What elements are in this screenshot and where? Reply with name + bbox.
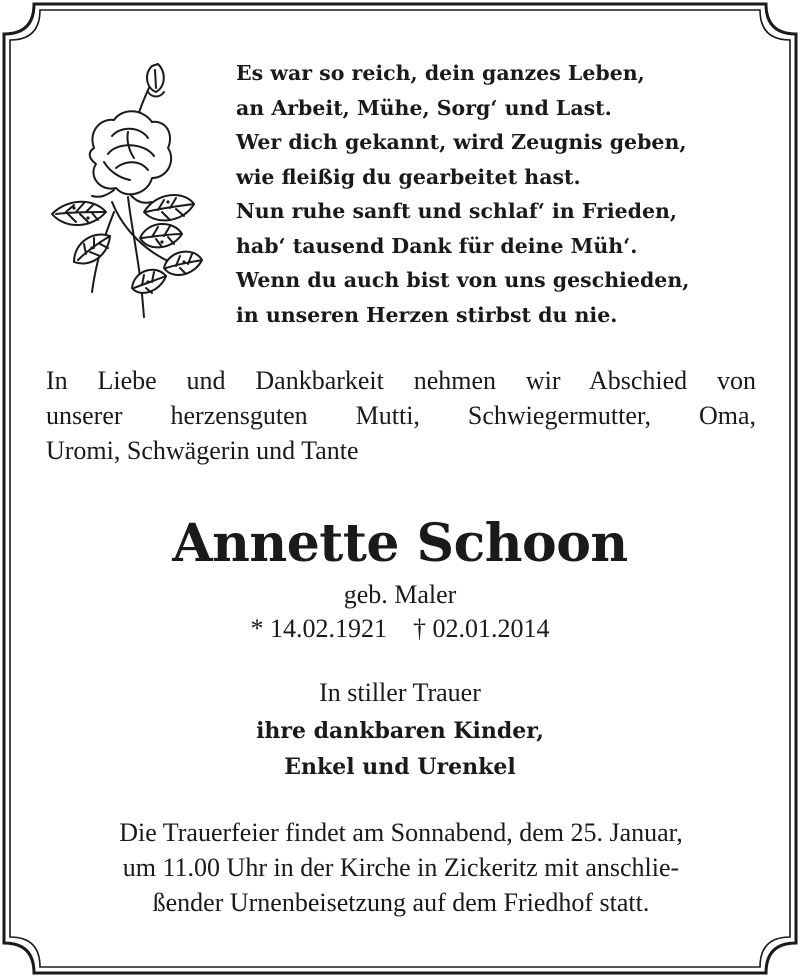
birth-date: * 14.02.1921: [250, 614, 387, 643]
poem-line: an Arbeit, Mühe, Sorg‘ und Last.: [236, 95, 612, 120]
poem-line: Wenn du auch bist von uns geschieden,: [236, 268, 690, 292]
intro-paragraph: [46, 363, 756, 468]
poem-line: wie fleißig du gearbeitet hast.: [236, 164, 581, 189]
funeral-info: [46, 815, 756, 920]
intro-line: unserer herzensguten Mutti, Schwiegermutter, Oma,: [46, 401, 756, 430]
mourners-line-2: Enkel und Urenkel: [284, 754, 516, 780]
poem-line: Wer dich gekannt, wird Zeugnis geben,: [236, 130, 687, 154]
deceased-name: Annette Schoon: [172, 513, 628, 574]
mourners-line-1: ihre dankbaren Kinder,: [256, 718, 544, 744]
poem-line: Es war so reich, dein ganzes Leben,: [236, 61, 645, 85]
poem-line: hab‘ tausend Dank für deine Müh‘.: [236, 233, 638, 258]
poem-line: in unseren Herzen stirbst du nie.: [236, 302, 618, 327]
rose-icon: [44, 62, 204, 324]
death-date: † 02.01.2014: [413, 614, 550, 643]
maiden-name: geb. Maler: [343, 580, 457, 609]
mourning-intro: In stiller Trauer: [319, 678, 481, 707]
life-dates: [0, 612, 800, 646]
intro-line: Uromi, Schwägerin und Tante: [46, 436, 359, 465]
funeral-line: Die Trauerfeier findet am Sonnabend, dem 25. Januar,: [119, 818, 683, 847]
intro-line: In Liebe und Dankbarkeit nehmen wir Abschied von: [46, 366, 756, 395]
poem-line: Nun ruhe sanft und schlaf‘ in Frieden,: [236, 199, 678, 223]
funeral-line: ßender Urnenbeisetzung auf dem Friedhof statt.: [152, 888, 650, 917]
funeral-line: um 11.00 Uhr in der Kirche in Zickeritz mit anschlie-: [122, 853, 680, 882]
poem: [236, 56, 776, 332]
